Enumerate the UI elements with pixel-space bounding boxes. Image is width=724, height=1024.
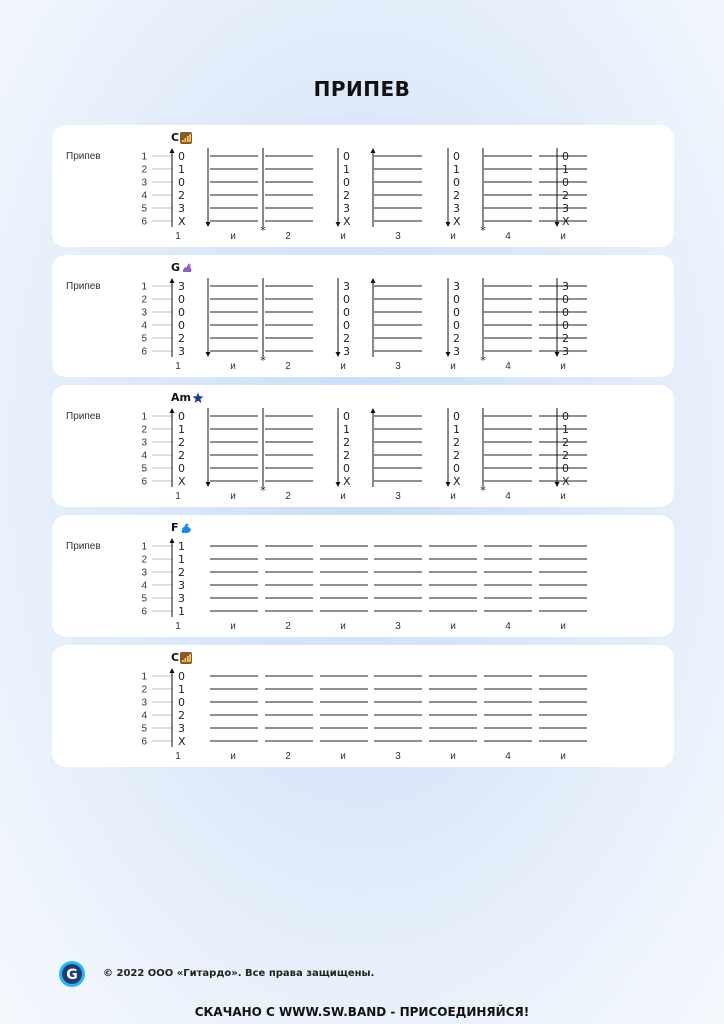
beat-count: 1 [175,491,181,502]
string-number: 4 [141,580,147,592]
beat-count: 2 [285,621,291,632]
string-number: 4 [141,710,147,722]
beat-count: и [560,491,566,502]
fret-number: 1 [178,423,185,436]
fret-number: 2 [453,436,460,449]
fret-number: X [562,475,570,488]
fret-number: 3 [453,280,460,293]
fret-number: 3 [178,280,185,293]
fret-number: 3 [178,345,185,358]
fret-number: 0 [178,319,185,332]
fret-number: X [343,215,351,228]
string-number: 3 [141,307,147,319]
chord-label: G [171,261,181,274]
fret-number: 0 [343,293,350,306]
chord-label: C [171,651,180,664]
fret-number: 0 [178,670,185,683]
fret-number: X [178,475,186,488]
beat-count: 2 [285,751,291,762]
fret-number: 3 [343,280,350,293]
fret-number: 0 [562,410,569,423]
signal-bars-icon [180,652,192,664]
beat-count: 1 [175,751,181,762]
chord-label: C [171,131,180,144]
fret-number: 0 [562,176,569,189]
fret-number: 2 [178,332,185,345]
arrow-head-icon [336,482,341,487]
string-number: 5 [141,463,147,475]
string-number: 1 [141,671,147,683]
string-number: 3 [141,567,147,579]
arrow-head-icon [206,352,211,357]
fret-number: 1 [343,163,350,176]
fret-number: 0 [453,293,460,306]
beat-count: 1 [175,621,181,632]
fret-number: 0 [178,293,185,306]
dinosaur-icon [181,262,193,274]
beat-count: 1 [175,231,181,242]
signal-bars-icon [180,132,192,144]
tablature [52,515,674,637]
fret-number: 0 [178,696,185,709]
fret-number: 2 [343,189,350,202]
fret-number: 2 [562,449,569,462]
fret-number: 0 [562,319,569,332]
fret-number: 0 [343,150,350,163]
fret-number: X [453,475,461,488]
fret-number: 3 [562,280,569,293]
fret-number: 0 [343,176,350,189]
chord-name[interactable] [171,261,193,274]
tab-card [52,385,674,507]
fret-number: 3 [178,579,185,592]
beat-count: и [450,751,456,762]
tablature [52,255,674,377]
beat-count: и [560,621,566,632]
section-label: Припев [66,411,101,422]
arrow-head-icon [555,222,560,227]
star-icon [192,392,204,404]
fret-number: 2 [343,436,350,449]
beat-count: и [340,361,346,372]
fret-number: 2 [562,332,569,345]
string-number: 3 [141,177,147,189]
fret-number: 2 [178,436,185,449]
fret-number: 1 [178,553,185,566]
fret-number: 0 [343,410,350,423]
fret-number: 3 [562,202,569,215]
fret-number: 2 [562,189,569,202]
tab-card [52,645,674,767]
arrow-head-icon [371,148,376,153]
string-number: 6 [141,606,147,618]
fret-number: 0 [453,176,460,189]
fret-number: 0 [562,462,569,475]
fret-number: 0 [562,150,569,163]
mute-star-icon: * [260,354,266,367]
beat-count: 2 [285,231,291,242]
tab-card [52,255,674,377]
fret-number: 0 [453,462,460,475]
string-number: 2 [141,294,147,306]
mute-star-icon: * [480,484,486,497]
string-number: 5 [141,593,147,605]
fret-number: 0 [453,306,460,319]
beat-count: и [450,231,456,242]
beat-count: и [230,491,236,502]
arrow-head-icon [170,408,175,413]
beat-count: и [560,231,566,242]
fret-number: 2 [178,189,185,202]
beat-count: 3 [395,491,401,502]
copyright-text: © 2022 ООО «Гитардо». Все права защищены. [103,968,375,979]
beat-count: и [340,231,346,242]
beat-count: и [560,751,566,762]
fret-number: 0 [343,462,350,475]
fret-number: 2 [178,449,185,462]
arrow-head-icon [446,482,451,487]
string-number: 1 [141,281,147,293]
fret-number: 2 [178,709,185,722]
fret-number: 2 [178,566,185,579]
chord-name[interactable] [171,131,192,144]
arrow-head-icon [170,148,175,153]
string-number: 5 [141,203,147,215]
fret-number: 0 [178,410,185,423]
string-number: 2 [141,684,147,696]
beat-count: и [230,361,236,372]
string-number: 1 [141,411,147,423]
fret-number: 0 [343,319,350,332]
arrow-head-icon [170,278,175,283]
fret-number: 0 [453,319,460,332]
fret-number: 2 [453,189,460,202]
fret-number: 2 [343,449,350,462]
mute-star-icon: * [260,484,266,497]
chord-name[interactable] [171,521,192,534]
beat-count: 3 [395,231,401,242]
fret-number: 0 [343,306,350,319]
beat-count: 4 [505,621,511,632]
svg-text:G: G [66,967,78,983]
arrow-head-icon [371,408,376,413]
tab-card [52,515,674,637]
beat-count: и [230,231,236,242]
fret-number: 2 [453,332,460,345]
arrow-head-icon [336,352,341,357]
beat-count: и [340,751,346,762]
mute-star-icon: * [480,354,486,367]
arrow-head-icon [170,538,175,543]
fret-number: 1 [453,163,460,176]
fret-number: 1 [343,423,350,436]
string-number: 6 [141,736,147,748]
beat-count: 2 [285,491,291,502]
beat-count: 4 [505,231,511,242]
beat-count: 2 [285,361,291,372]
gitardo-logo-icon [58,960,86,988]
beat-count: и [560,361,566,372]
beat-count: 3 [395,751,401,762]
string-number: 1 [141,541,147,553]
string-number: 6 [141,476,147,488]
fret-number: 1 [562,423,569,436]
tab-card [52,125,674,247]
page-title: ПРИПЕВ [313,77,411,101]
tablature [52,125,674,247]
beat-count: и [450,621,456,632]
fret-number: X [562,215,570,228]
mute-star-icon: * [260,224,266,237]
beat-count: 4 [505,491,511,502]
fret-number: 1 [453,423,460,436]
fret-number: 1 [562,163,569,176]
fret-number: 0 [453,410,460,423]
arrow-head-icon [371,278,376,283]
arrow-head-icon [555,482,560,487]
string-number: 5 [141,333,147,345]
fret-number: X [178,735,186,748]
fret-number: 0 [178,176,185,189]
string-number: 1 [141,151,147,163]
tablature [52,385,674,507]
beat-count: 4 [505,361,511,372]
section-label: Припев [66,281,101,292]
beat-count: и [450,361,456,372]
chord-name[interactable] [171,651,192,664]
fret-number: 3 [343,202,350,215]
flexed-arm-icon [180,522,192,534]
string-number: 4 [141,450,147,462]
fret-number: 3 [178,592,185,605]
fret-number: 1 [178,683,185,696]
fret-number: 3 [562,345,569,358]
chord-label: F [171,521,179,534]
arrow-head-icon [555,352,560,357]
string-number: 6 [141,346,147,358]
fret-number: 1 [178,163,185,176]
string-number: 6 [141,216,147,228]
string-number: 2 [141,554,147,566]
fret-number: 0 [178,306,185,319]
fret-number: 3 [178,202,185,215]
beat-count: 4 [505,751,511,762]
beat-count: 1 [175,361,181,372]
fret-number: 0 [178,150,185,163]
fret-number: 0 [453,150,460,163]
fret-number: 0 [562,293,569,306]
fret-number: X [343,475,351,488]
chord-label: Am [171,391,191,404]
beat-count: и [230,621,236,632]
download-banner[interactable]: СКАЧАНО С WWW.SW.BAND - ПРИСОЕДИНЯЙСЯ! [194,1005,530,1019]
string-number: 2 [141,424,147,436]
fret-number: 0 [562,306,569,319]
beat-count: 3 [395,621,401,632]
arrow-head-icon [446,222,451,227]
arrow-head-icon [336,222,341,227]
fret-number: 3 [343,345,350,358]
fret-number: 3 [453,345,460,358]
arrow-head-icon [206,482,211,487]
arrow-head-icon [446,352,451,357]
fret-number: 3 [178,722,185,735]
fret-number: 3 [453,202,460,215]
beat-count: и [340,491,346,502]
arrow-head-icon [170,668,175,673]
beat-count: и [230,751,236,762]
string-number: 4 [141,190,147,202]
string-number: 3 [141,697,147,709]
fret-number: 2 [562,436,569,449]
fret-number: 2 [453,449,460,462]
arrow-head-icon [206,222,211,227]
string-number: 3 [141,437,147,449]
beat-count: и [340,621,346,632]
mute-star-icon: * [480,224,486,237]
section-label: Припев [66,541,101,552]
fret-number: 1 [178,605,185,618]
string-number: 4 [141,320,147,332]
fret-number: 1 [178,540,185,553]
fret-number: 0 [178,462,185,475]
string-number: 5 [141,723,147,735]
beat-count: и [450,491,456,502]
section-label: Припев [66,151,101,162]
string-number: 2 [141,164,147,176]
tablature [52,645,674,767]
fret-number: 2 [343,332,350,345]
fret-number: X [178,215,186,228]
chord-name[interactable] [171,391,204,404]
fret-number: X [453,215,461,228]
beat-count: 3 [395,361,401,372]
